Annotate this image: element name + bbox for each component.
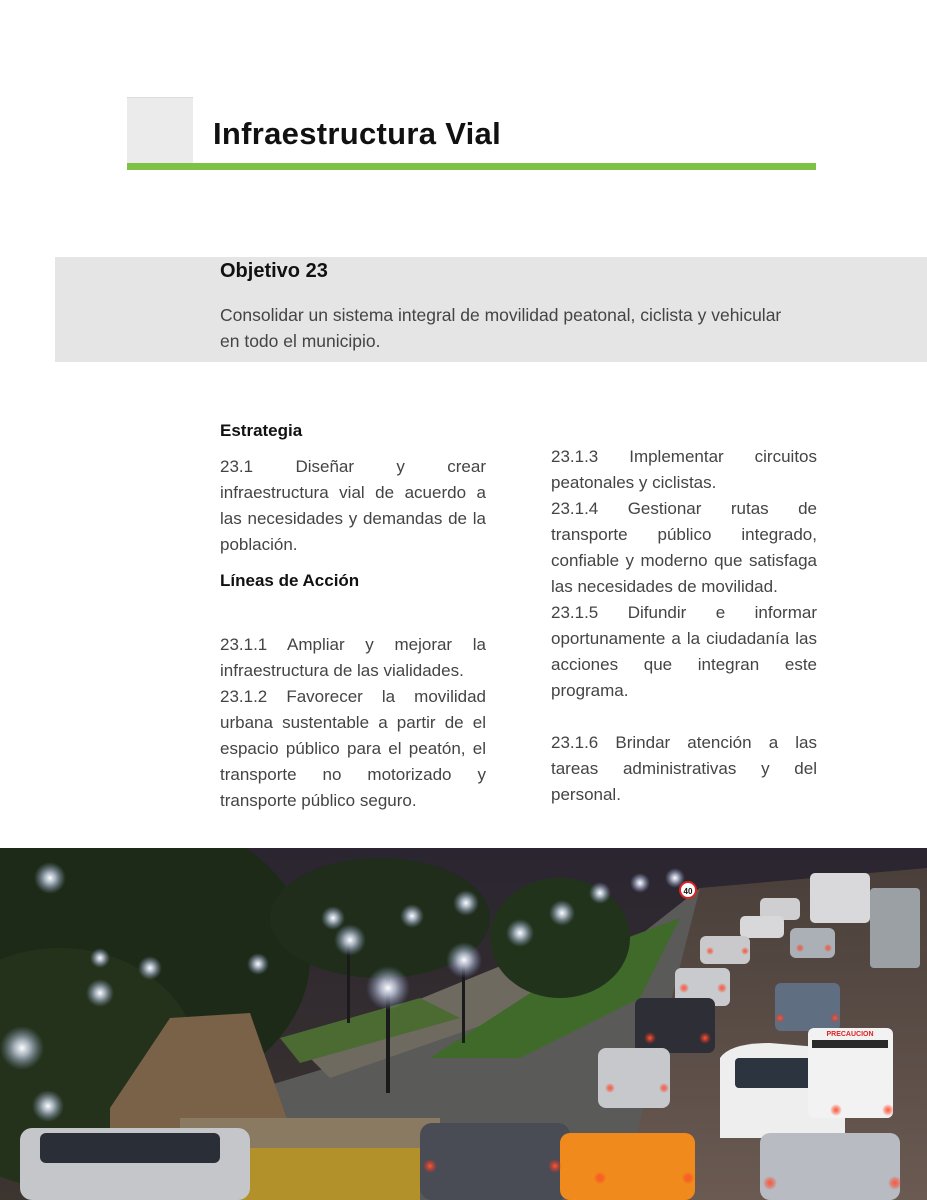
action-item: 23.1.2 Favorecer la movilidad urbana sustentable a partir de el espacio público para el peatón, el transporte no motorizado y transporte público seguro.: [220, 687, 486, 810]
left-column: [220, 418, 486, 814]
action-item: 23.1.5 Difundir e informar oportunamente a la ciudadanía las acciones que integran este programa.: [551, 603, 817, 700]
action-item: 23.1.6 Brindar atención a las tareas administrativas y del personal.: [551, 733, 817, 804]
night-traffic-photo: [0, 848, 927, 1200]
speed-sign-text: 40: [683, 887, 693, 896]
actions-heading: Líneas de Acción: [220, 571, 360, 590]
objective-heading: Objetivo 23: [220, 260, 328, 282]
strategy-heading: Estrategia: [220, 421, 303, 440]
strategy-text: 23.1 Diseñar y crear infraestructura vial de acuerdo a las necesidades y demandas de la población.: [220, 457, 486, 554]
objective-text: Consolidar un sistema integral de movilidad peatonal, ciclista y vehicular en todo el municipio.: [220, 305, 782, 351]
title-underline: [127, 163, 816, 170]
van-banner-text: PRECAUCION: [826, 1031, 874, 1038]
right-column: [551, 418, 817, 808]
title-tab-block: [127, 97, 193, 164]
page-title: Infraestructura Vial: [213, 116, 501, 151]
action-item: 23.1.1 Ampliar y mejorar la infraestructura de las vialidades.: [220, 635, 486, 680]
action-item: 23.1.3 Implementar circuitos peatonales y ciclistas.: [551, 447, 817, 492]
action-item: 23.1.4 Gestionar rutas de transporte público integrado, confiable y moderno que satisfaga las necesidades de movilidad.: [551, 499, 817, 596]
